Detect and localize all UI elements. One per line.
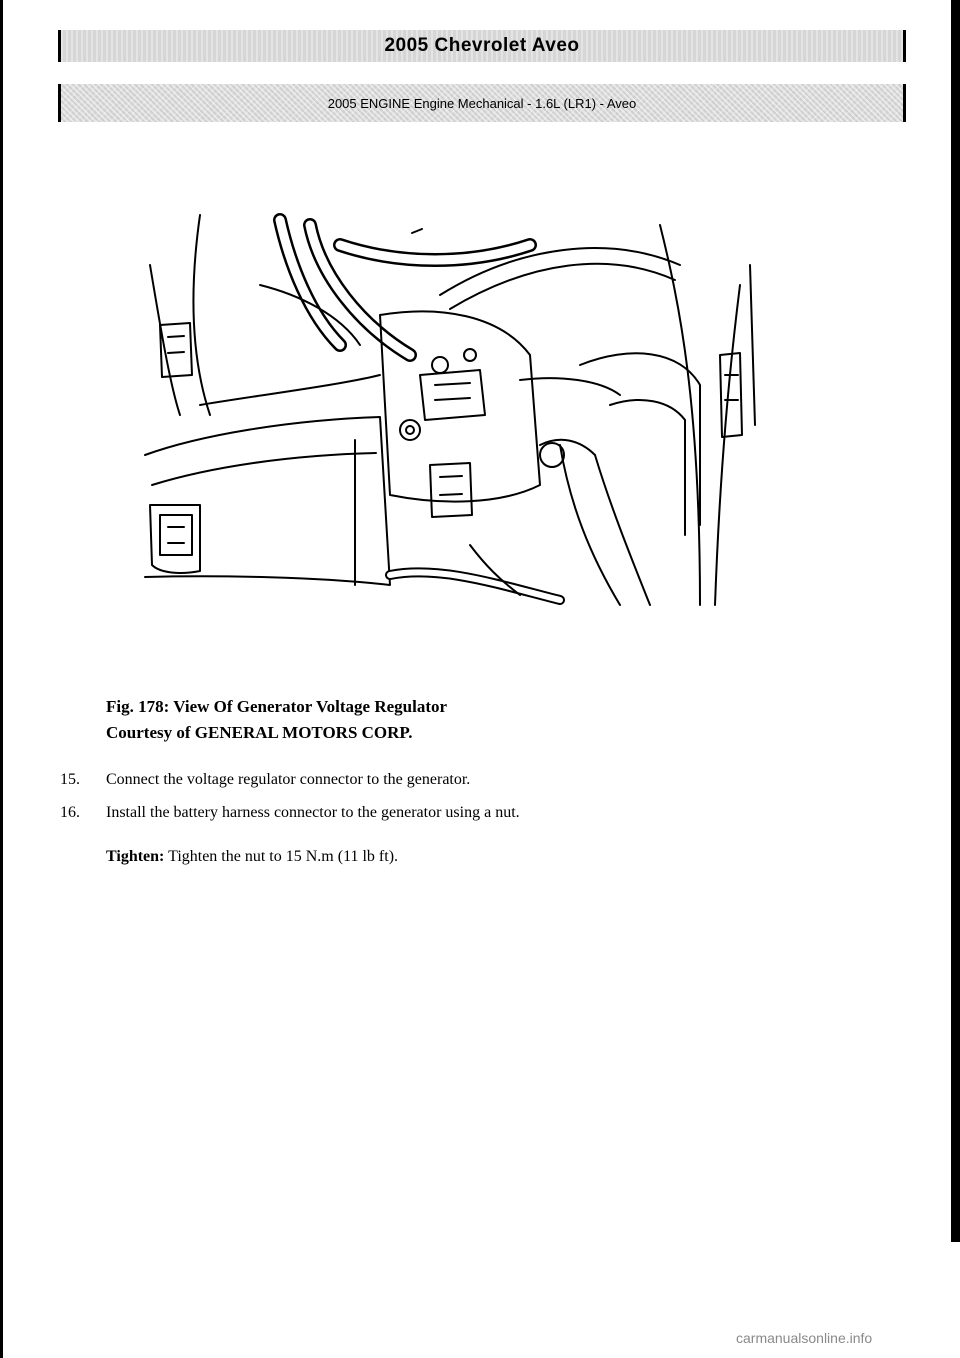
procedure-steps — [60, 763, 520, 829]
figure-caption — [106, 694, 447, 746]
right-page-edge — [951, 0, 960, 1242]
figure-caption-credit: Courtesy of GENERAL MOTORS CORP. — [106, 723, 413, 742]
step-number: 15. — [60, 771, 80, 788]
header-subtitle-bar — [58, 84, 906, 122]
header-title-bar — [58, 30, 906, 62]
page-header — [58, 26, 906, 111]
figure-caption-title: Fig. 178: View Of Generator Voltage Regulator — [106, 697, 448, 716]
tighten-text: Tighten the nut to 15 N.m (11 lb ft). — [164, 848, 399, 865]
left-page-edge — [0, 0, 3, 1358]
header-title: 2005 Chevrolet Aveo — [384, 35, 580, 56]
generator-voltage-regulator-illustration — [140, 205, 760, 615]
tighten-spec — [106, 848, 398, 866]
header-subtitle: 2005 ENGINE Engine Mechanical - 1.6L (LR1) - Aveo — [327, 95, 637, 111]
step-text: Install the battery harness connector to the generator using a nut. — [106, 804, 520, 821]
watermark-link[interactable]: carmanualsonline.info — [736, 1330, 873, 1346]
step-item — [60, 796, 520, 829]
step-number: 16. — [60, 804, 80, 821]
step-item — [60, 763, 520, 796]
tighten-label: Tighten: — [106, 848, 165, 865]
step-text: Connect the voltage regulator connector to the generator. — [106, 771, 471, 788]
